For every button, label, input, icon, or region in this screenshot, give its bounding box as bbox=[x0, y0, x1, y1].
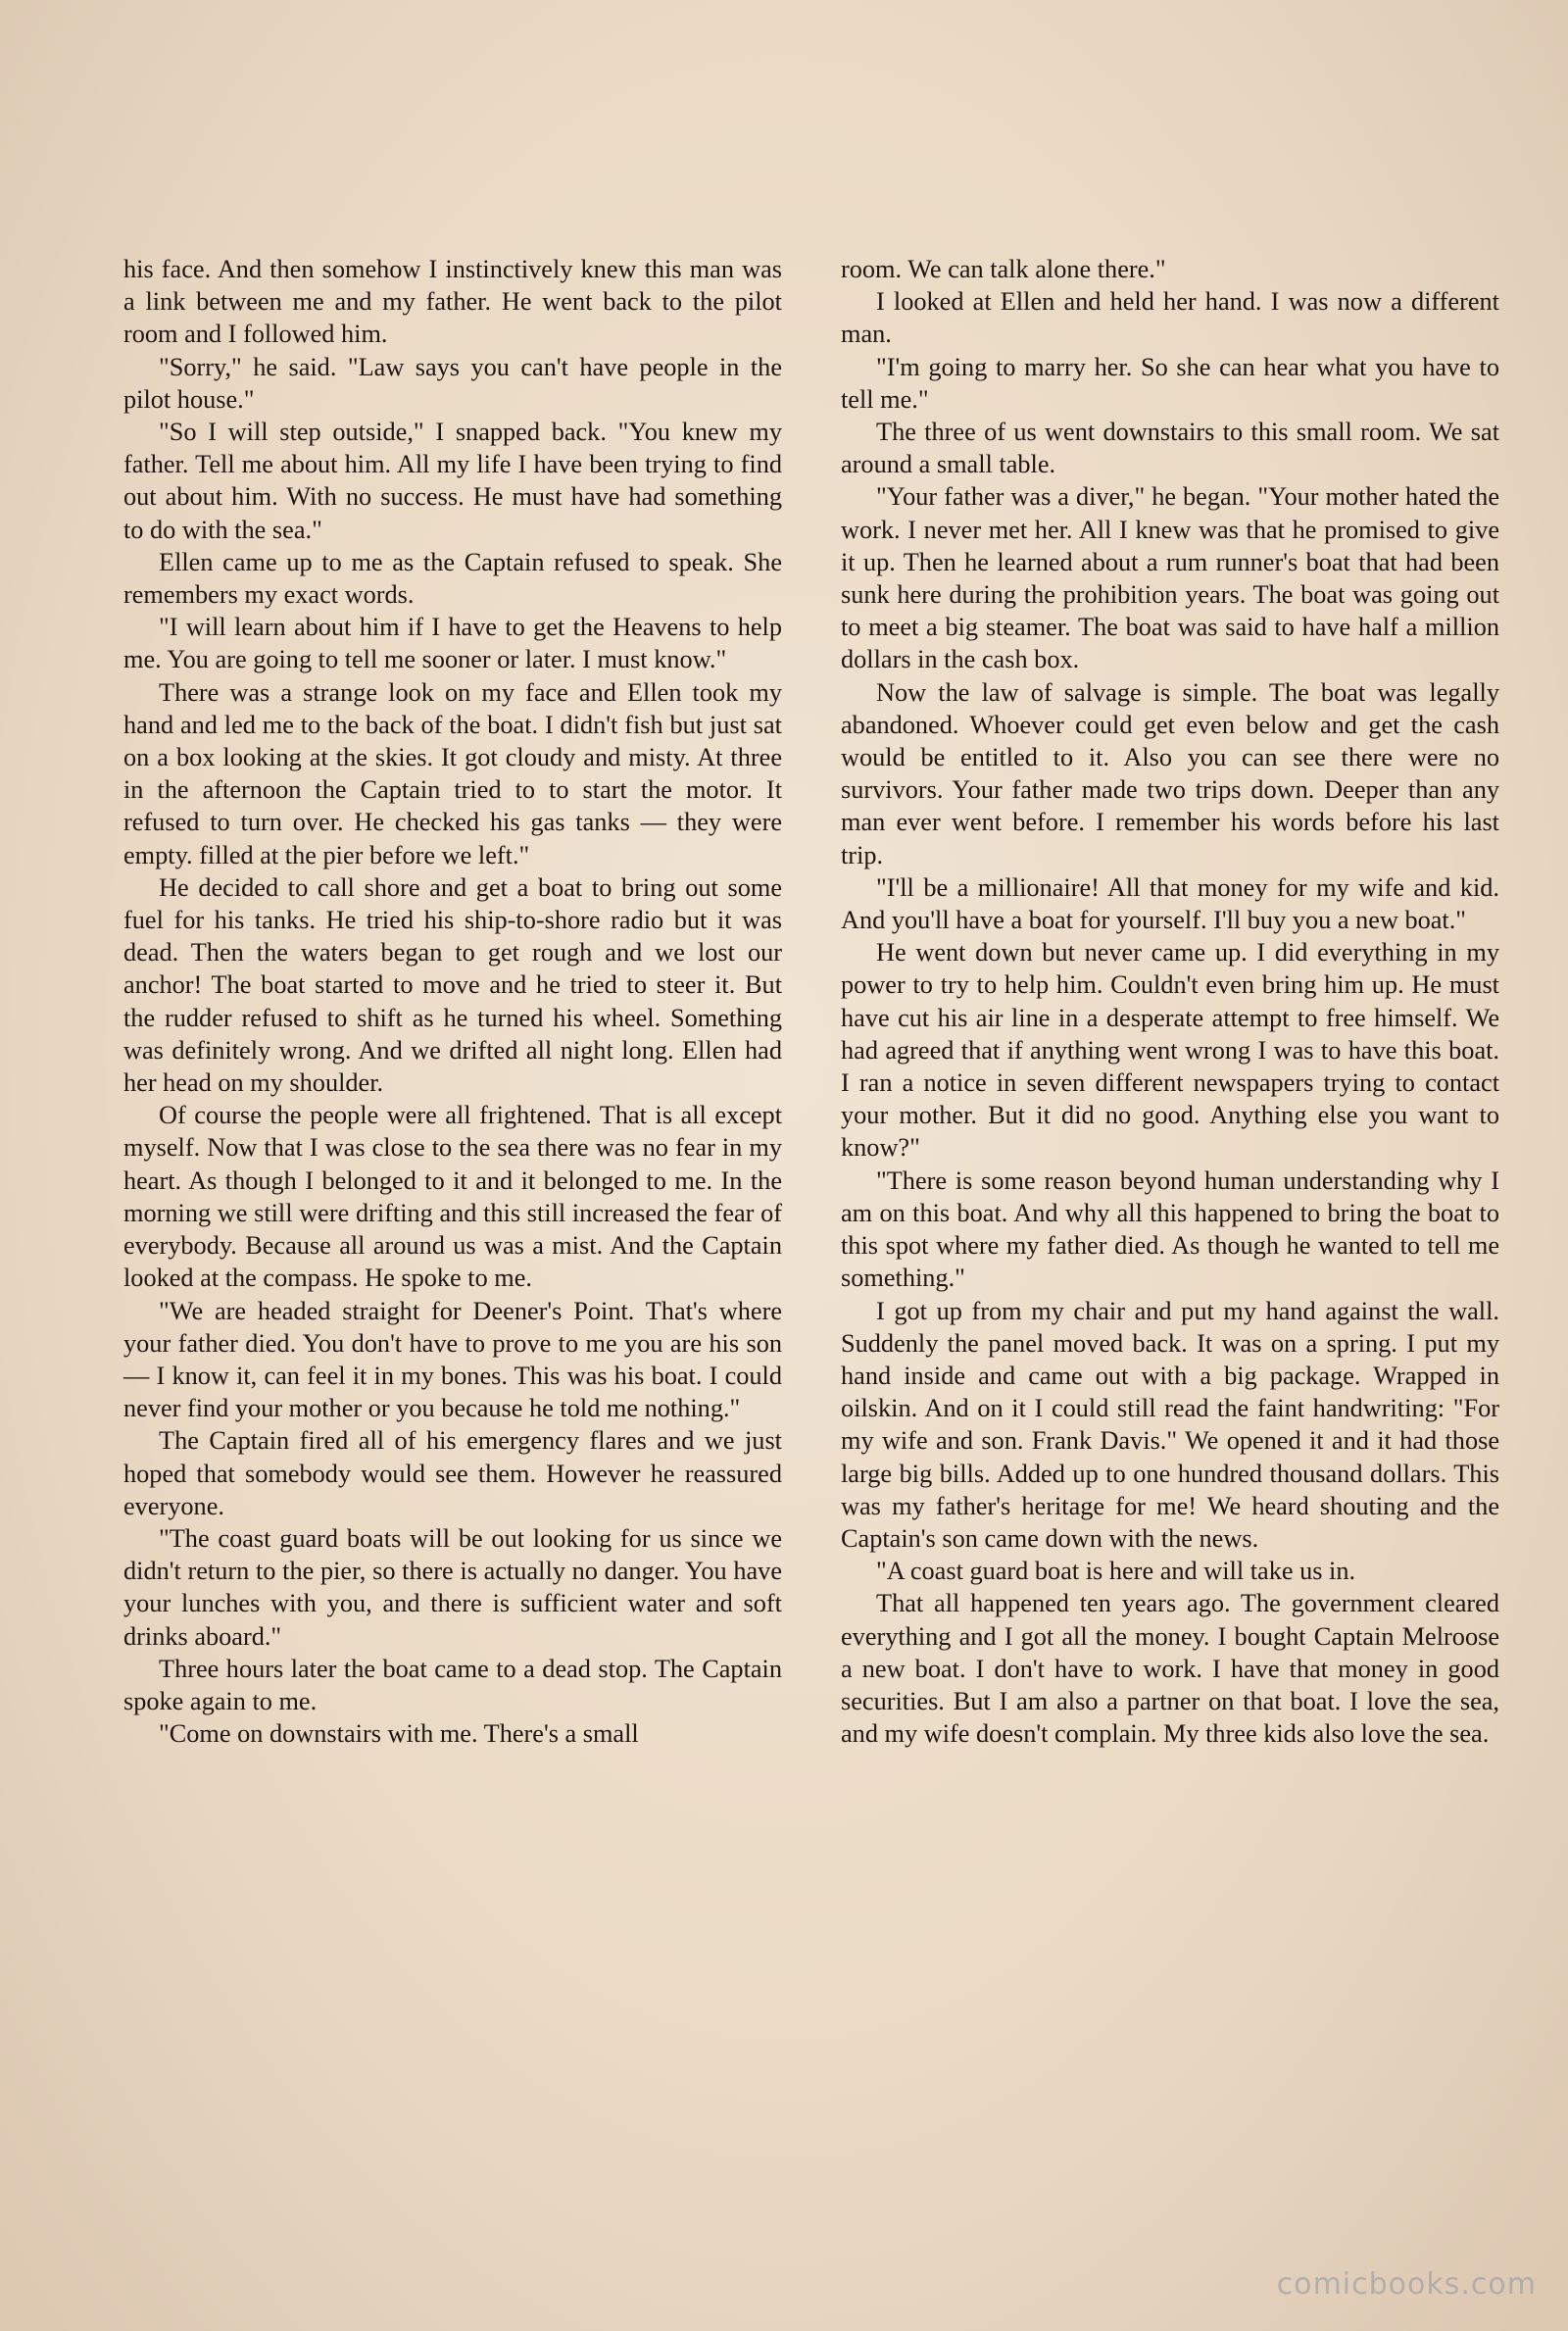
paragraph: "Sorry," he said. "Law says you can't have people in the pilot house." bbox=[123, 352, 782, 414]
paragraph: his face. And then somehow I instinctively knew this man was a link between me and my father. He went back to the pilot room and I followed him. bbox=[123, 255, 782, 349]
paragraph: The three of us went downstairs to this small room. We sat around a small table. bbox=[841, 418, 1499, 479]
paragraph: "I will learn about him if I have to get the Heavens to help me. You are going to tell me sooner or later. I must know." bbox=[123, 613, 782, 674]
left-text-column bbox=[123, 253, 782, 1750]
paragraph: "Your father was a diver," he began. "Your mother hated the work. I never met her. All I knew was that he promised to give it up. Then he learned about a rum runner's boat that had been sunk here during the prohibition years. The boat was going out to meet a big steamer. The boat was said to have half a million dollars in the cash box. bbox=[841, 482, 1499, 674]
paragraph: I got up from my chair and put my hand against the wall. Suddenly the panel moved back. It was on a spring. I put my hand inside and came out with a big package. Wrapped in oilskin. And on it I could still read the faint handwriting: "For my wife and son. Frank Davis." We opened it and it had those large big bills. Added up to one hundred thousand dollars. This was my father's heritage for me! We heard shouting and the Captain's son came down with the news. bbox=[841, 1296, 1499, 1553]
paragraph: He decided to call shore and get a boat to bring out some fuel for his tanks. He tried his ship-to-shore radio but it was dead. Then the waters began to get rough and we lost our anchor! The boat started to move and he tried to steer it. But the rudder refused to shift as he turned his wheel. Something was definitely wrong. And we drifted all night long. Ellen had her head on my shoulder. bbox=[123, 872, 782, 1098]
paragraph: "There is some reason beyond human understanding why I am on this boat. And why all this happened to bring the boat to this spot where my father died. As though he wanted to tell me something." bbox=[841, 1166, 1499, 1293]
right-text-column bbox=[841, 253, 1499, 1750]
paragraph: Ellen came up to me as the Captain refused to speak. She remembers my exact words. bbox=[123, 547, 782, 610]
paragraph: "Come on downstairs with me. There's a small bbox=[159, 1719, 639, 1749]
paragraph: "We are headed straight for Deener's Point. That's where your father died. You don't have to prove to me you are his son — I know it, can feel it in my bones. This was his boat. I could never find your mother or you because he told me nothing." bbox=[123, 1296, 782, 1423]
paragraph: "I'm going to marry her. So she can hear what you have to tell me." bbox=[841, 352, 1499, 414]
paragraph: He went down but never came up. I did everything in my power to try to help him. Couldn't even bring him up. He must have cut his air line in a desperate attempt to free himself. We had agreed that if anything went wrong I was to have this boat. I ran a notice in seven different newspapers trying to contact your mother. But it did no good. Anything else you want to know?" bbox=[841, 938, 1499, 1163]
paragraph: "So I will step outside," I snapped back. "You knew my father. Tell me about him. All my life I have been trying to find out about him. With no success. He must have had something to do with the sea." bbox=[123, 418, 782, 544]
paragraph: "The coast guard boats will be out looking for us since we didn't return to the pier, so there is actually no danger. You have your lunches with you, and there is sufficient water and soft drinks aboard." bbox=[123, 1523, 782, 1651]
paragraph: Now the law of salvage is simple. The boat was legally abandoned. Whoever could get even below and get the cash would be entitled to it. Also you can see there were no survivors. Your father made two trips down. Deeper than any man ever went before. I remember his words before his last trip. bbox=[841, 677, 1499, 869]
paragraph: I looked at Ellen and held her hand. I was now a different man. bbox=[841, 287, 1499, 349]
paragraph: There was a strange look on my face and Ellen took my hand and led me to the back of the boat. I didn't fish but just sat on a box looking at the skies. It got cloudy and misty. At three in the afternoon the Captain tried to to start the motor. It refused to turn over. He checked his gas tanks — they were empty. filled at the pier before we left." bbox=[123, 677, 782, 869]
paragraph: That all happened ten years ago. The government cleared everything and I got all the money. I bought Captain Melroose a new boat. I don't have to work. I have that money in good securities. But I am also a partner on that boat. I love the sea, and my wife doesn't complain. My three kids also love the sea. bbox=[841, 1589, 1499, 1749]
paragraph: "A coast guard boat is here and will take us in. bbox=[876, 1557, 1356, 1586]
paragraph: Of course the people were all frightened. That is all except myself. Now that I was close to the sea there was no fear in my heart. As though I belonged to it and it belonged to me. In the morning we still were drifting and this still increased the fear of everybody. Because all around us was a mist. And the Captain looked at the compass. He spoke to me. bbox=[123, 1101, 782, 1293]
paragraph: Three hours later the boat came to a dead stop. The Captain spoke again to me. bbox=[123, 1654, 782, 1715]
site-watermark: comicbooks.com bbox=[1276, 2267, 1537, 2302]
paragraph: room. We can talk alone there." bbox=[841, 255, 1166, 283]
paragraph: The Captain fired all of his emergency flares and we just hoped that somebody would see them. However he reassured everyone. bbox=[123, 1426, 782, 1520]
paragraph: "I'll be a millionaire! All that money for my wife and kid. And you'll have a boat for yourself. I'll buy you a new boat." bbox=[841, 872, 1499, 935]
